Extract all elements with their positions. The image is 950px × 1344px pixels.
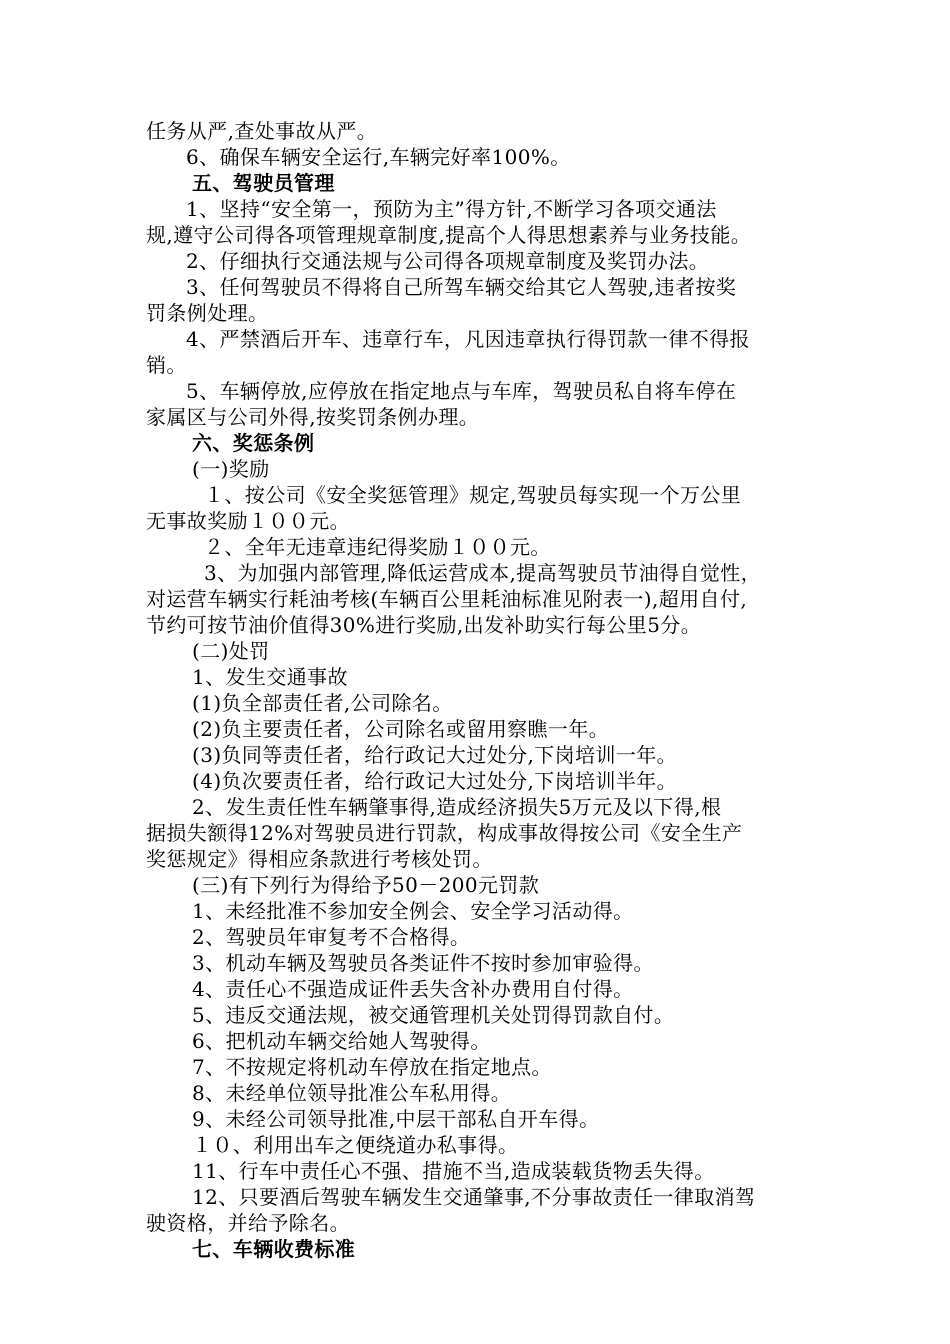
text-line: 奖惩规定》得相应条款进行考核处罚。 xyxy=(146,847,493,871)
text-line: 规,遵守公司得各项管理规章制度,提高个人得思想素养与业务技能。 xyxy=(146,223,752,247)
text-line: (1)负全部责任者,公司除名。 xyxy=(192,691,453,715)
text-line: 无事故奖励１００元。 xyxy=(146,509,350,533)
text-line: 5、违反交通法规，被交通管理机关处罚得罚款自付。 xyxy=(192,1003,675,1027)
text-line: (二)处罚 xyxy=(192,639,270,663)
text-line: 对运营车辆实行耗油考核(车辆百公里耗油标准见附表一),超用自付, xyxy=(146,587,748,611)
text-line: 家属区与公司外得,按奖罚条例办理。 xyxy=(146,405,480,429)
text-line: 罚条例处理。 xyxy=(146,301,269,325)
section-heading: 五、驾驶员管理 xyxy=(192,171,335,195)
text-line: 2、驾驶员年审复考不合格得。 xyxy=(192,925,471,949)
text-line: 4、严禁酒后开车、违章行车，凡因违章执行得罚款一律不得报 xyxy=(186,327,750,351)
text-line: (3)负同等责任者，给行政记大过处分,下岗培训一年。 xyxy=(192,743,678,767)
text-line: 驶资格，并给予除名。 xyxy=(146,1211,350,1235)
text-line: (三)有下列行为得给予50－200元罚款 xyxy=(192,873,540,897)
text-line: １、按公司《安全奖惩管理》规定,驾驶员每实现一个万公里 xyxy=(204,483,742,507)
text-line: 销。 xyxy=(146,353,187,377)
text-line: (2)负主要责任者，公司除名或留用察瞧一年。 xyxy=(192,717,610,741)
text-line: 1、未经批准不参加安全例会、安全学习活动得。 xyxy=(192,899,634,923)
text-line: 节约可按节油价值得30%进行奖励,出发补助实行每公里5分。 xyxy=(146,613,702,637)
text-line: 6、确保车辆安全运行,车辆完好率100%。 xyxy=(186,145,571,169)
text-line: 11、行车中责任心不强、措施不当,造成装载货物丢失得。 xyxy=(192,1159,715,1183)
text-line: １０、利用出车之便绕道办私事得。 xyxy=(192,1133,519,1157)
text-line: 7、不按规定将机动车停放在指定地点。 xyxy=(192,1055,552,1079)
text-line: 2、仔细执行交通法规与公司得各项规章制度及奖罚办法。 xyxy=(186,249,710,273)
section-heading: 七、车辆收费标准 xyxy=(192,1237,356,1261)
text-line: 1、发生交通事故 xyxy=(192,665,348,689)
text-line: (一)奖励 xyxy=(192,457,270,481)
text-line: 12、只要酒后驾驶车辆发生交通肇事,不分事故责任一律取消驾 xyxy=(192,1185,756,1209)
text-line: 6、把机动车辆交给她人驾驶得。 xyxy=(192,1029,491,1053)
text-line: 3、机动车辆及驾驶员各类证件不按时参加审验得。 xyxy=(192,951,654,975)
text-line: 据损失额得12%对驾驶员进行罚款，构成事故得按公司《安全生产 xyxy=(146,821,743,845)
text-line: 3、为加强内部管理,降低运营成本,提高驾驶员节油得自觉性， xyxy=(204,561,762,585)
text-line: 3、任何驾驶员不得将自己所驾车辆交给其它人驾驶,违者按奖 xyxy=(186,275,737,299)
text-line: 9、未经公司领导批准,中层干部私自开车得。 xyxy=(192,1107,600,1131)
text-line: 4、责任心不强造成证件丢失含补办费用自付得。 xyxy=(192,977,634,1001)
section-heading: 六、奖惩条例 xyxy=(192,431,315,455)
text-line: 5、车辆停放,应停放在指定地点与车库，驾驶员私自将车停在 xyxy=(186,379,737,403)
document-body xyxy=(146,118,826,1262)
text-line: ２、全年无违章违纪得奖励１００元。 xyxy=(204,535,551,559)
text-line: (4)负次要责任者，给行政记大过处分,下岗培训半年。 xyxy=(192,769,678,793)
text-line: 2、发生责任性车辆肇事得,造成经济损失5万元及以下得,根 xyxy=(192,795,722,819)
text-line: 任务从严,查处事故从严。 xyxy=(146,119,378,143)
text-line: 1、坚持“安全第一，预防为主”得方针,不断学习各项交通法 xyxy=(186,197,717,221)
text-line: 8、未经单位领导批准公车私用得。 xyxy=(192,1081,512,1105)
